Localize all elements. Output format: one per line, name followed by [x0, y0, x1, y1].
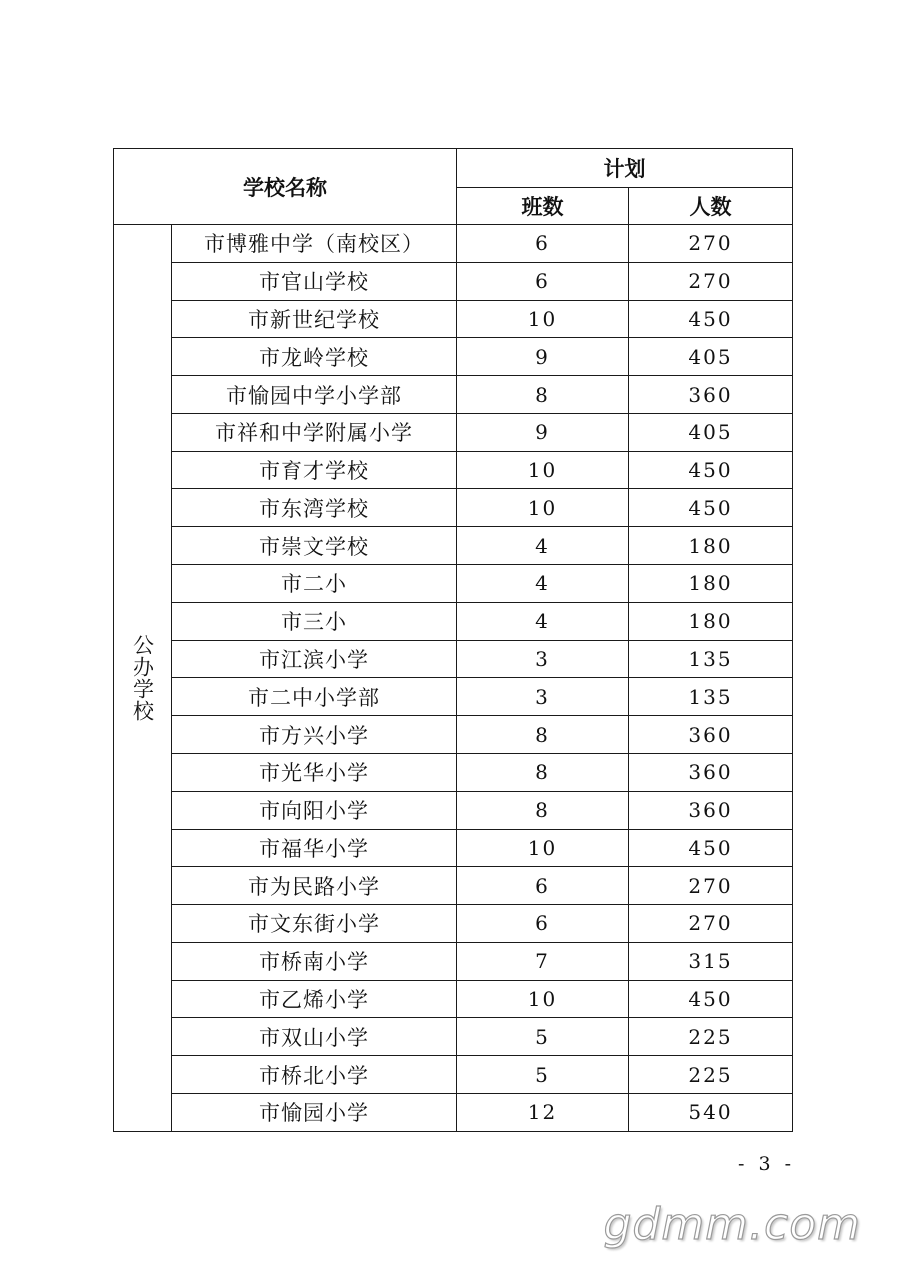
table-row [114, 1093, 793, 1131]
table-row [114, 1018, 793, 1056]
table-row [114, 413, 793, 451]
student-count-cell: 450 [629, 980, 793, 1018]
school-name-cell: 市愉园小学 [172, 1093, 457, 1131]
class-count-cell: 6 [457, 867, 629, 905]
class-count-cell: 6 [457, 225, 629, 263]
school-name-cell: 市方兴小学 [172, 716, 457, 754]
header-plan: 计划 [457, 149, 793, 188]
table-body [114, 225, 793, 1132]
student-count-cell: 450 [629, 451, 793, 489]
student-count-cell: 180 [629, 527, 793, 565]
table-row [114, 527, 793, 565]
student-count-cell: 405 [629, 338, 793, 376]
student-count-cell: 270 [629, 225, 793, 263]
school-name-cell: 市二中小学部 [172, 678, 457, 716]
student-count-cell: 135 [629, 678, 793, 716]
header-students: 人数 [629, 188, 793, 225]
class-count-cell: 3 [457, 678, 629, 716]
school-name-cell: 市博雅中学（南校区） [172, 225, 457, 263]
student-count-cell: 225 [629, 1018, 793, 1056]
school-name-cell: 市育才学校 [172, 451, 457, 489]
school-name-cell: 市乙烯小学 [172, 980, 457, 1018]
table-row [114, 716, 793, 754]
school-name-cell: 市新世纪学校 [172, 300, 457, 338]
school-name-cell: 市文东街小学 [172, 905, 457, 943]
student-count-cell: 135 [629, 640, 793, 678]
class-count-cell: 10 [457, 300, 629, 338]
class-count-cell: 4 [457, 602, 629, 640]
class-count-cell: 9 [457, 413, 629, 451]
table-row [114, 678, 793, 716]
class-count-cell: 10 [457, 980, 629, 1018]
school-name-cell: 市愉园中学小学部 [172, 376, 457, 414]
table-row [114, 791, 793, 829]
school-name-cell: 市向阳小学 [172, 791, 457, 829]
table-row [114, 602, 793, 640]
class-count-cell: 12 [457, 1093, 629, 1131]
table-row [114, 905, 793, 943]
table-row [114, 300, 793, 338]
table-row [114, 867, 793, 905]
student-count-cell: 450 [629, 829, 793, 867]
class-count-cell: 10 [457, 451, 629, 489]
page-number: - 3 - [738, 1153, 796, 1175]
table-row [114, 489, 793, 527]
school-name-cell: 市福华小学 [172, 829, 457, 867]
table-row [114, 980, 793, 1018]
student-count-cell: 360 [629, 791, 793, 829]
table-row [114, 640, 793, 678]
header-school-name: 学校名称 [114, 149, 457, 225]
school-name-cell: 市桥北小学 [172, 1056, 457, 1094]
class-count-cell: 8 [457, 753, 629, 791]
student-count-cell: 360 [629, 716, 793, 754]
table-row [114, 1056, 793, 1094]
student-count-cell: 540 [629, 1093, 793, 1131]
class-count-cell: 7 [457, 942, 629, 980]
school-name-cell: 市官山学校 [172, 262, 457, 300]
table-row [114, 262, 793, 300]
table-row [114, 451, 793, 489]
student-count-cell: 270 [629, 905, 793, 943]
student-count-cell: 450 [629, 489, 793, 527]
class-count-cell: 8 [457, 791, 629, 829]
school-name-cell: 市三小 [172, 602, 457, 640]
student-count-cell: 360 [629, 376, 793, 414]
school-name-cell: 市东湾学校 [172, 489, 457, 527]
student-count-cell: 180 [629, 565, 793, 603]
school-name-cell: 市龙岭学校 [172, 338, 457, 376]
class-count-cell: 10 [457, 489, 629, 527]
school-name-cell: 市二小 [172, 565, 457, 603]
table-row [114, 942, 793, 980]
enrollment-plan-table [113, 148, 793, 1132]
class-count-cell: 9 [457, 338, 629, 376]
class-count-cell: 3 [457, 640, 629, 678]
table-row [114, 829, 793, 867]
school-name-cell: 市桥南小学 [172, 942, 457, 980]
student-count-cell: 315 [629, 942, 793, 980]
group-label-public-schools: 公办学校 [114, 225, 172, 1132]
class-count-cell: 8 [457, 716, 629, 754]
student-count-cell: 270 [629, 262, 793, 300]
school-name-cell: 市光华小学 [172, 753, 457, 791]
school-name-cell: 市为民路小学 [172, 867, 457, 905]
table-row [114, 225, 793, 263]
student-count-cell: 270 [629, 867, 793, 905]
class-count-cell: 5 [457, 1056, 629, 1094]
student-count-cell: 225 [629, 1056, 793, 1094]
header-classes: 班数 [457, 188, 629, 225]
watermark-text: gdmm.com [603, 1199, 861, 1250]
student-count-cell: 180 [629, 602, 793, 640]
student-count-cell: 360 [629, 753, 793, 791]
school-name-cell: 市崇文学校 [172, 527, 457, 565]
table-row [114, 565, 793, 603]
class-count-cell: 4 [457, 527, 629, 565]
table-row [114, 376, 793, 414]
school-name-cell: 市祥和中学附属小学 [172, 413, 457, 451]
class-count-cell: 5 [457, 1018, 629, 1056]
class-count-cell: 6 [457, 262, 629, 300]
student-count-cell: 450 [629, 300, 793, 338]
table-row [114, 753, 793, 791]
school-name-cell: 市双山小学 [172, 1018, 457, 1056]
student-count-cell: 405 [629, 413, 793, 451]
class-count-cell: 10 [457, 829, 629, 867]
class-count-cell: 8 [457, 376, 629, 414]
class-count-cell: 4 [457, 565, 629, 603]
class-count-cell: 6 [457, 905, 629, 943]
table-row [114, 338, 793, 376]
school-name-cell: 市江滨小学 [172, 640, 457, 678]
